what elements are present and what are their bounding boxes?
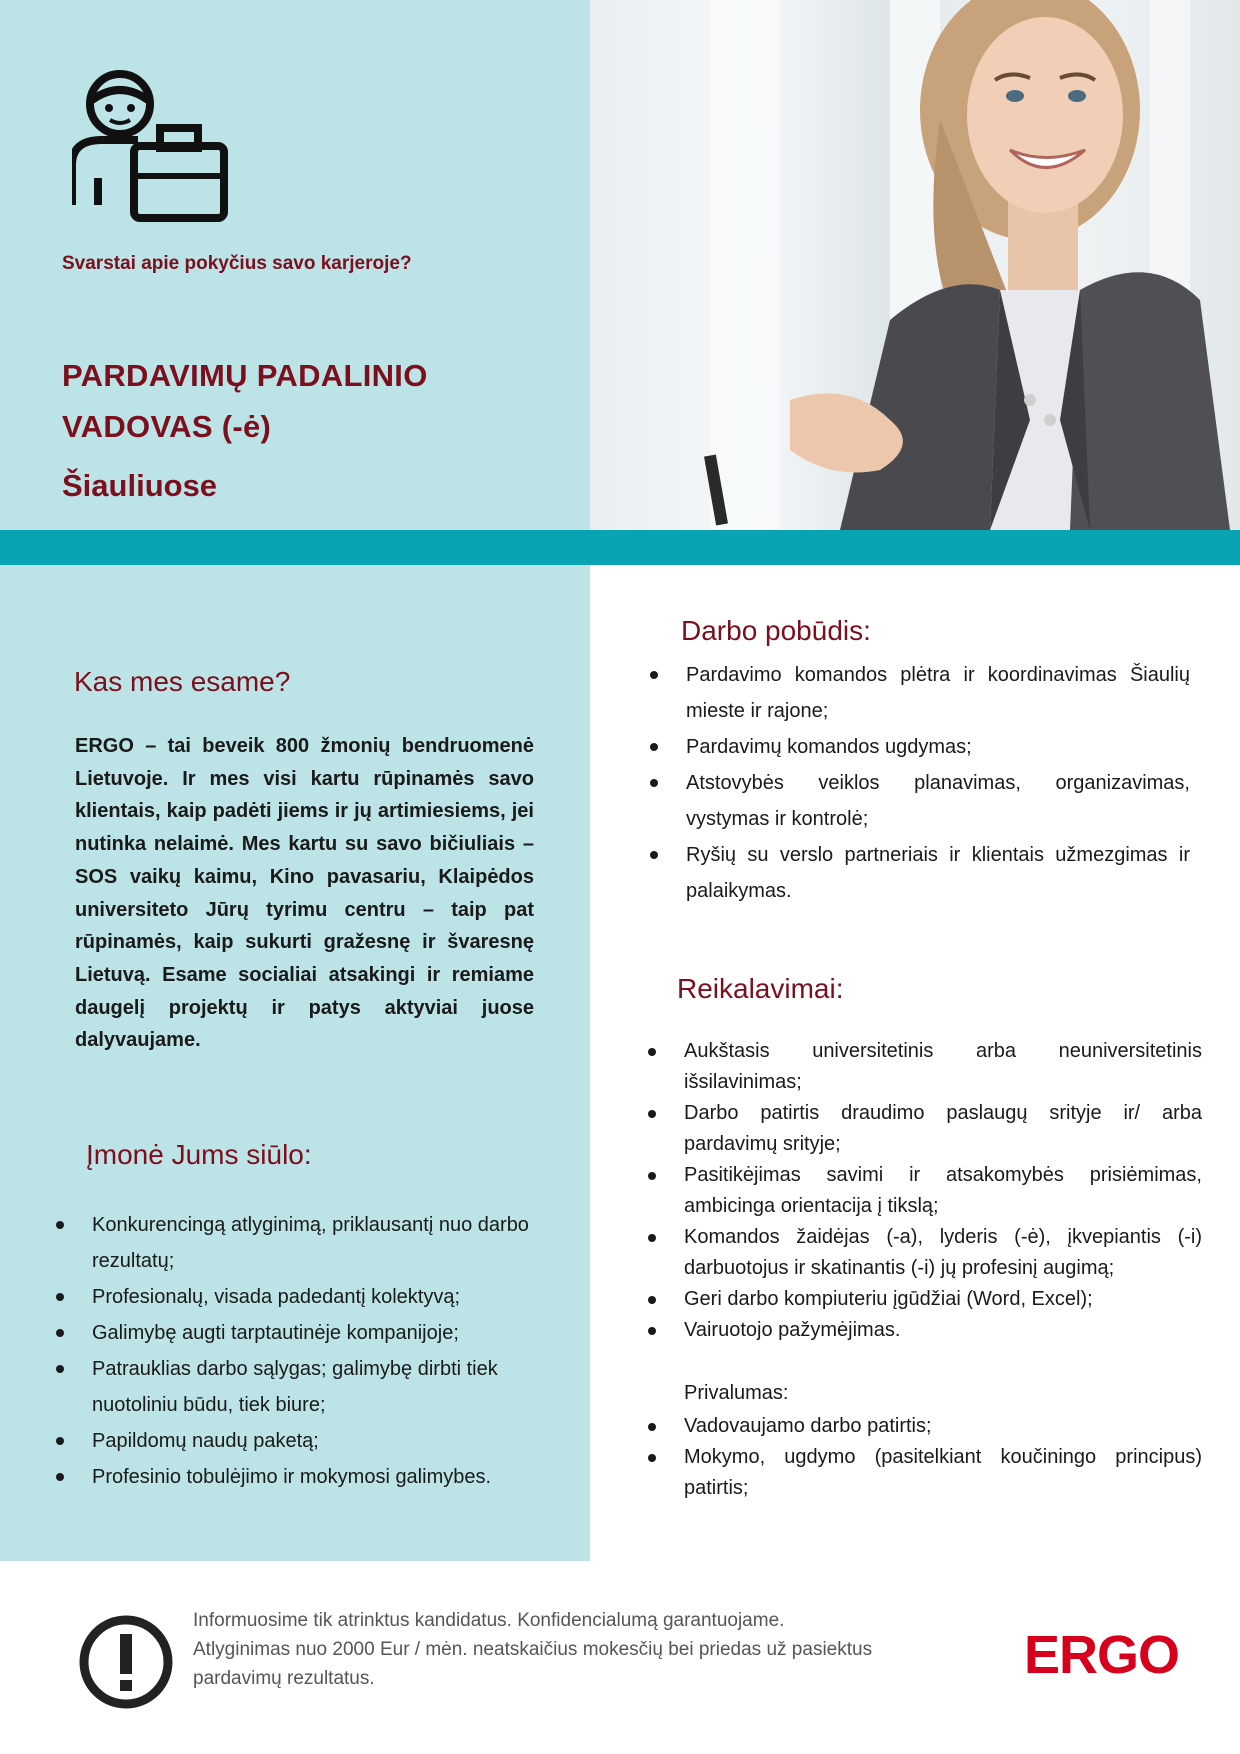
list-item: Profesionalų, visada padedantį kolektyvą; — [58, 1279, 558, 1315]
about-heading: Kas mes esame? — [74, 666, 291, 697]
footer-line: Atlyginimas nuo 2000 Eur / mėn. neatskaičius mokesčių bei priedas už pasiektus — [193, 1639, 873, 1660]
list-item: Galimybę augti tarptautinėje kompanijoje; — [58, 1315, 558, 1351]
footer-line: pardavimų rezultatus. — [193, 1668, 375, 1689]
advantages-label: Privalumas: — [684, 1382, 789, 1404]
requirements-list — [650, 1036, 1202, 1346]
job-title-line1: PARDAVIMŲ PADALINIO — [62, 358, 428, 393]
list-item: Vadovaujamo darbo patirtis; — [650, 1411, 1202, 1442]
list-item: Komandos žaidėjas (-a), lyderis (-ė), įkvepiantis (-i) darbuotojus ir skatinantis (-i) jų profesinį augimą; — [650, 1222, 1202, 1284]
list-item: Profesinio tobulėjimo ir mokymosi galimybes. — [58, 1459, 558, 1495]
accent-band — [0, 530, 1240, 565]
about-text: ERGO – tai beveik 800 žmonių bendruomenė Lietuvoje. Ir mes visi kartu rūpinamės savo klientais, kaip padėti jiems ir jų artimiesiems, jei nutinka nelaimė. Mes kartu su savo bičiuliais – SOS vaikų kaimu, Kino pavasariu, Klaipėdos universiteto Jūrų tyrimu centru – taip pat rūpinamės, kaip sukurti gražesnę ir švaresnę Lietuvą. Esame socialiai atsakingi ir remiame daugelį projektų ir patys aktyviai juose dalyvaujame. — [75, 735, 534, 1052]
duties-list — [652, 657, 1190, 909]
requirements-heading: Reikalavimai: — [677, 973, 844, 1004]
hero-photo — [590, 0, 1240, 530]
duties-heading: Darbo pobūdis: — [681, 615, 871, 646]
list-item: Konkurencingą atlyginimą, priklausantį nuo darbo rezultatų; — [58, 1207, 558, 1279]
list-item: Atstovybės veiklos planavimas, organizavimas, vystymas ir kontrolė; — [652, 765, 1190, 837]
list-item: Geri darbo kompiuteriu įgūdžiai (Word, Excel); — [650, 1284, 1202, 1315]
list-item: Pardavimų komandos ugdymas; — [652, 729, 1190, 765]
person-briefcase-icon — [72, 70, 234, 235]
list-item: Papildomų naudų paketą; — [58, 1423, 558, 1459]
job-title — [62, 350, 428, 452]
list-item: Darbo patirtis draudimo paslaugų srityje ir/ arba pardavimų srityje; — [650, 1098, 1202, 1160]
list-item: Mokymo, ugdymo (pasitelkiant koučiningo principus) patirtis; — [650, 1442, 1202, 1504]
footer-notice — [193, 1606, 953, 1693]
offers-list — [58, 1207, 558, 1495]
advantages-list — [650, 1411, 1202, 1504]
exclamation-circle-icon — [78, 1614, 174, 1715]
list-item: Ryšių su verslo partneriais ir klientais užmezgimas ir palaikymas. — [652, 837, 1190, 909]
ergo-logo: ERGO — [1024, 1625, 1180, 1685]
job-title-line2: VADOVAS (-ė) — [62, 409, 272, 444]
teaser-question: Svarstai apie pokyčius savo karjeroje? — [62, 253, 412, 274]
footer-line: Informuosime tik atrinktus kandidatus. Konfidencialumą garantuojame. — [193, 1610, 785, 1631]
list-item: Patrauklias darbo sąlygas; galimybę dirbti tiek nuotoliniu būdu, tiek biure; — [58, 1351, 558, 1423]
list-item: Pasitikėjimas savimi ir atsakomybės prisiėmimas, ambicinga orientacija į tikslą; — [650, 1160, 1202, 1222]
list-item: Pardavimo komandos plėtra ir koordinavimas Šiaulių mieste ir rajone; — [652, 657, 1190, 729]
list-item: Vairuotojo pažymėjimas. — [650, 1315, 1202, 1346]
businesswoman-illustration — [590, 0, 1240, 530]
offers-heading: Įmonė Jums siūlo: — [86, 1139, 312, 1170]
job-location: Šiauliuose — [62, 468, 218, 503]
list-item: Aukštasis universitetinis arba neuniversitetinis išsilavinimas; — [650, 1036, 1202, 1098]
